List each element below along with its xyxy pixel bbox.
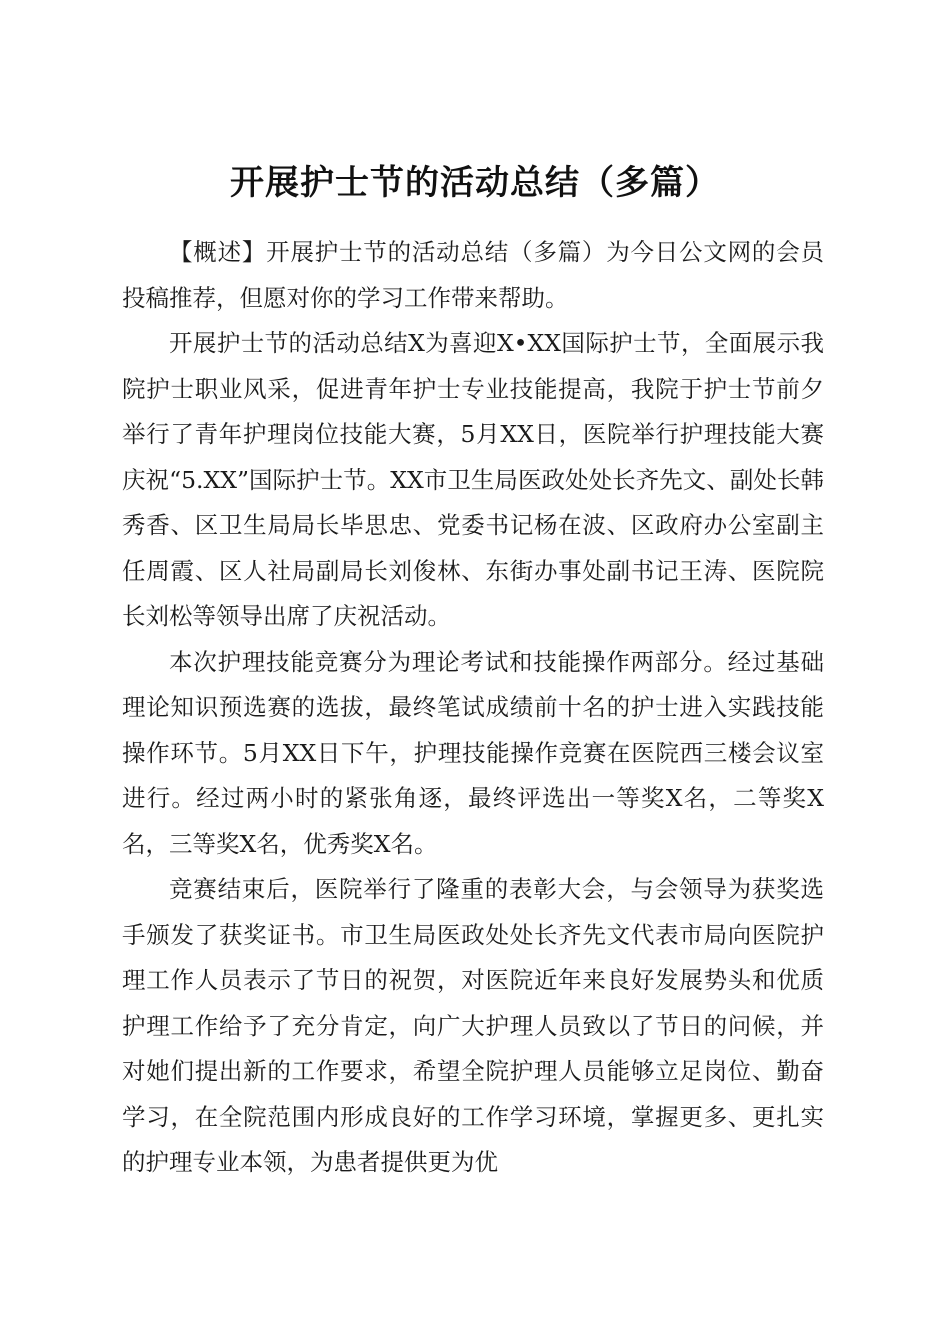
body-paragraph: 竞赛结束后，医院举行了隆重的表彰大会，与会领导为获奖选手颁发了获奖证书。市卫生局医政处处长齐先文代表市局向医院护理工作人员表示了节日的祝贺，对医院近年来良好发展势头和优质护理工作给予了充分肯定，向广大护理人员致以了节日的问候，并对她们提出新的工作要求，希望全院护理人员能够立足岗位、勤奋学习，在全院范围内形成良好的工作学习环境，掌握更多、更扎实的护理专业本领，为患者提供更为优	[122, 875, 824, 1176]
document-title: 开展护士节的活动总结（多篇）	[230, 162, 720, 203]
body-paragraph: 开展护士节的活动总结X为喜迎X•XX国际护士节，全面展示我院护士职业风采，促进青年护士专业技能提高，我院于护士节前夕举行了青年护理岗位技能大赛，5月XX日，医院举行护理技能大赛庆祝“5.XX”国际护士节。XX市卫生局医政处处长齐先文、副处长韩秀香、区卫生局局长毕思忠、党委书记杨在波、区政府办公室副主任周霞、区人社局副局长刘俊林、东街办事处副书记王涛、医院院长刘松等领导出席了庆祝活动。	[122, 329, 824, 630]
body-paragraph: 本次护理技能竞赛分为理论考试和技能操作两部分。经过基础理论知识预选赛的选拔，最终笔试成绩前十名的护士进入实践技能操作环节。5月XX日下午，护理技能操作竞赛在医院西三楼会议室进行。经过两小时的紧张角逐，最终评选出一等奖X名，二等奖X名，三等奖X名，优秀奖X名。	[122, 647, 824, 858]
summary-text: 开展护士节的活动总结（多篇）为今日公文网的会员投稿推荐，但愿对你的学习工作带来帮助。	[122, 238, 825, 312]
summary-paragraph	[122, 230, 824, 321]
document-body	[122, 230, 824, 1186]
summary-tag: 【概述】	[169, 238, 267, 266]
